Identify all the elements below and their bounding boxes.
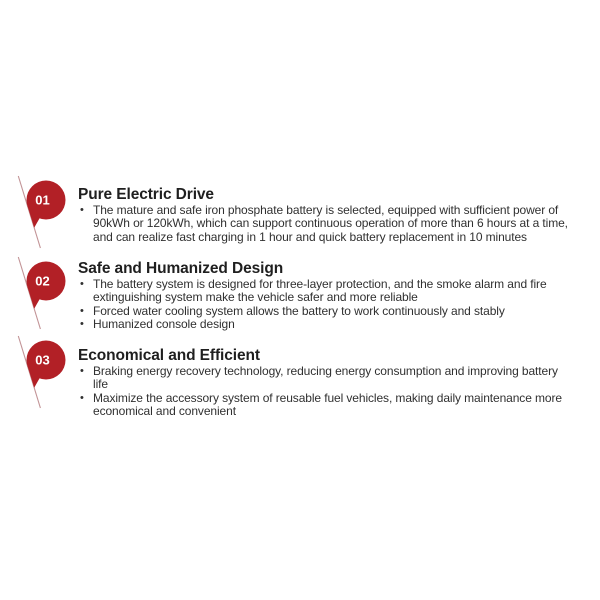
bullet-item <box>78 318 594 331</box>
bullet-line: extinguishing system make the vehicle safer and more reliable <box>93 290 418 305</box>
feature-section-economical-efficient <box>0 347 600 419</box>
feature-title: Pure Electric Drive <box>78 186 214 203</box>
feature-content <box>78 347 594 419</box>
bullet-line: 90kWh or 120kWh, which can support continuous operation of more than 6 hours at a time, <box>93 216 568 231</box>
bullet-marker: • <box>80 365 84 377</box>
bullet-text <box>93 305 594 318</box>
numbered-badge-03 <box>12 334 76 418</box>
feature-title: Safe and Humanized Design <box>78 260 284 277</box>
bullet-line: Humanized console design <box>93 317 235 332</box>
bullet-text <box>93 204 594 244</box>
bullet-item <box>78 204 594 244</box>
bullet-text <box>93 318 594 331</box>
feature-section-pure-electric-drive <box>0 186 600 244</box>
feature-content <box>78 260 594 332</box>
bullet-text <box>93 392 594 419</box>
bullet-item <box>78 305 594 318</box>
bullet-text <box>93 365 594 392</box>
bullet-text <box>93 278 594 305</box>
bullet-marker: • <box>80 278 84 290</box>
bullet-marker: • <box>80 204 84 216</box>
bullet-marker: • <box>80 391 84 404</box>
bullet-line: and can realize fast charging in 1 hour and quick battery replacement in 10 minutes <box>93 229 527 244</box>
feature-section-safe-humanized-design <box>0 260 600 332</box>
numbered-badge-01 <box>12 174 76 258</box>
bullet-line: economical and convenient <box>93 404 236 419</box>
bullet-line: Forced water cooling system allows the battery to work continuously and stably <box>93 303 505 318</box>
bullet-item <box>78 365 594 392</box>
bullet-line: Braking energy recovery technology, reducing energy consumption and improving battery <box>93 364 558 378</box>
bullet-item <box>78 392 594 419</box>
bullet-line: The mature and safe iron phosphate battery is selected, equipped with sufficient power of <box>93 203 559 217</box>
bullet-marker: • <box>80 304 84 317</box>
bullet-line: The battery system is designed for three-layer protection, and the smoke alarm and fire <box>93 277 547 291</box>
feature-content <box>78 186 594 244</box>
bullet-line: life <box>93 377 108 392</box>
feature-title: Economical and Efficient <box>78 347 260 364</box>
bullet-item <box>78 278 594 305</box>
badge-number: 03 <box>35 352 50 368</box>
badge-number: 02 <box>35 273 50 289</box>
bullet-marker: • <box>80 318 84 331</box>
numbered-badge-02 <box>12 255 76 339</box>
badge-number: 01 <box>35 192 50 208</box>
bullet-line: Maximize the accessory system of reusable fuel vehicles, making daily maintenance more <box>93 390 562 405</box>
